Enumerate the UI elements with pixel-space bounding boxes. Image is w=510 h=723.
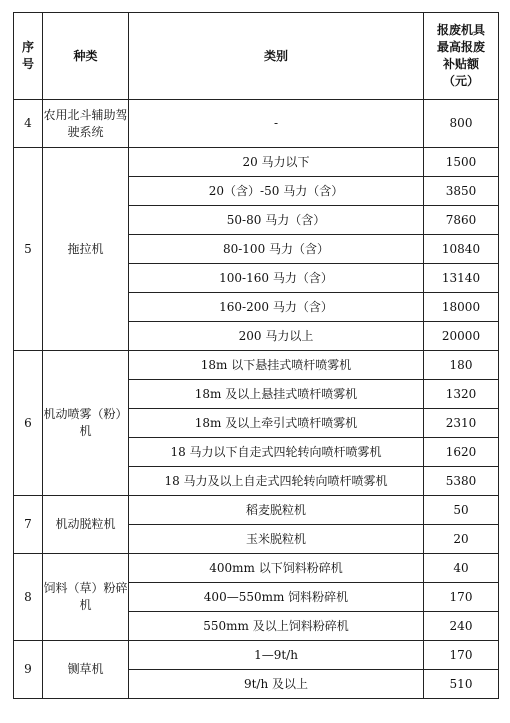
header-type: 种类	[43, 13, 129, 100]
category-cell: 1—9t/h	[129, 641, 424, 670]
table-row	[14, 148, 499, 177]
category-cell: 20（含）-50 马力（含）	[129, 177, 424, 206]
amount-cell: 20	[424, 525, 499, 554]
type-cell: 饲料（草）粉碎机	[43, 554, 129, 641]
category-cell: 18 马力及以上自走式四轮转向喷杆喷雾机	[129, 467, 424, 496]
category-cell: -	[129, 100, 424, 148]
seq-cell: 5	[14, 148, 43, 351]
seq-cell: 4	[14, 100, 43, 148]
subsidy-table	[13, 12, 499, 699]
header-seq: 序号	[14, 13, 43, 100]
table-row	[14, 351, 499, 380]
category-cell: 18m 以下悬挂式喷杆喷雾机	[129, 351, 424, 380]
amount-cell: 170	[424, 583, 499, 612]
category-cell: 18 马力以下自走式四轮转向喷杆喷雾机	[129, 438, 424, 467]
table-row	[14, 100, 499, 148]
amount-cell: 240	[424, 612, 499, 641]
type-cell: 铡草机	[43, 641, 129, 699]
amount-cell: 50	[424, 496, 499, 525]
category-cell: 玉米脱粒机	[129, 525, 424, 554]
amount-cell: 1620	[424, 438, 499, 467]
amount-cell: 5380	[424, 467, 499, 496]
category-cell: 50-80 马力（含）	[129, 206, 424, 235]
category-cell: 9t/h 及以上	[129, 670, 424, 699]
amount-cell: 180	[424, 351, 499, 380]
category-cell: 200 马力以上	[129, 322, 424, 351]
type-cell: 机动脱粒机	[43, 496, 129, 554]
amount-cell: 18000	[424, 293, 499, 322]
amount-cell: 7860	[424, 206, 499, 235]
amount-cell: 1320	[424, 380, 499, 409]
category-cell: 稻麦脱粒机	[129, 496, 424, 525]
category-cell: 20 马力以下	[129, 148, 424, 177]
amount-cell: 13140	[424, 264, 499, 293]
header-amount: 报废机具最高报废补贴额（元）	[424, 13, 499, 100]
type-cell: 机动喷雾（粉）机	[43, 351, 129, 496]
category-cell: 18m 及以上牵引式喷杆喷雾机	[129, 409, 424, 438]
amount-cell: 170	[424, 641, 499, 670]
header-category: 类别	[129, 13, 424, 100]
amount-cell: 10840	[424, 235, 499, 264]
table-row	[14, 554, 499, 583]
type-cell: 拖拉机	[43, 148, 129, 351]
category-cell: 550mm 及以上饲料粉碎机	[129, 612, 424, 641]
amount-cell: 20000	[424, 322, 499, 351]
table-row	[14, 641, 499, 670]
amount-cell: 3850	[424, 177, 499, 206]
seq-cell: 7	[14, 496, 43, 554]
amount-cell: 1500	[424, 148, 499, 177]
seq-cell: 8	[14, 554, 43, 641]
category-cell: 100-160 马力（含）	[129, 264, 424, 293]
category-cell: 80-100 马力（含）	[129, 235, 424, 264]
table-body	[14, 100, 499, 699]
category-cell: 18m 及以上悬挂式喷杆喷雾机	[129, 380, 424, 409]
amount-cell: 800	[424, 100, 499, 148]
type-cell: 农用北斗辅助驾驶系统	[43, 100, 129, 148]
amount-cell: 510	[424, 670, 499, 699]
amount-cell: 2310	[424, 409, 499, 438]
table-row	[14, 496, 499, 525]
seq-cell: 6	[14, 351, 43, 496]
header-row	[14, 13, 499, 100]
seq-cell: 9	[14, 641, 43, 699]
category-cell: 160-200 马力（含）	[129, 293, 424, 322]
category-cell: 400—550mm 饲料粉碎机	[129, 583, 424, 612]
amount-cell: 40	[424, 554, 499, 583]
category-cell: 400mm 以下饲料粉碎机	[129, 554, 424, 583]
